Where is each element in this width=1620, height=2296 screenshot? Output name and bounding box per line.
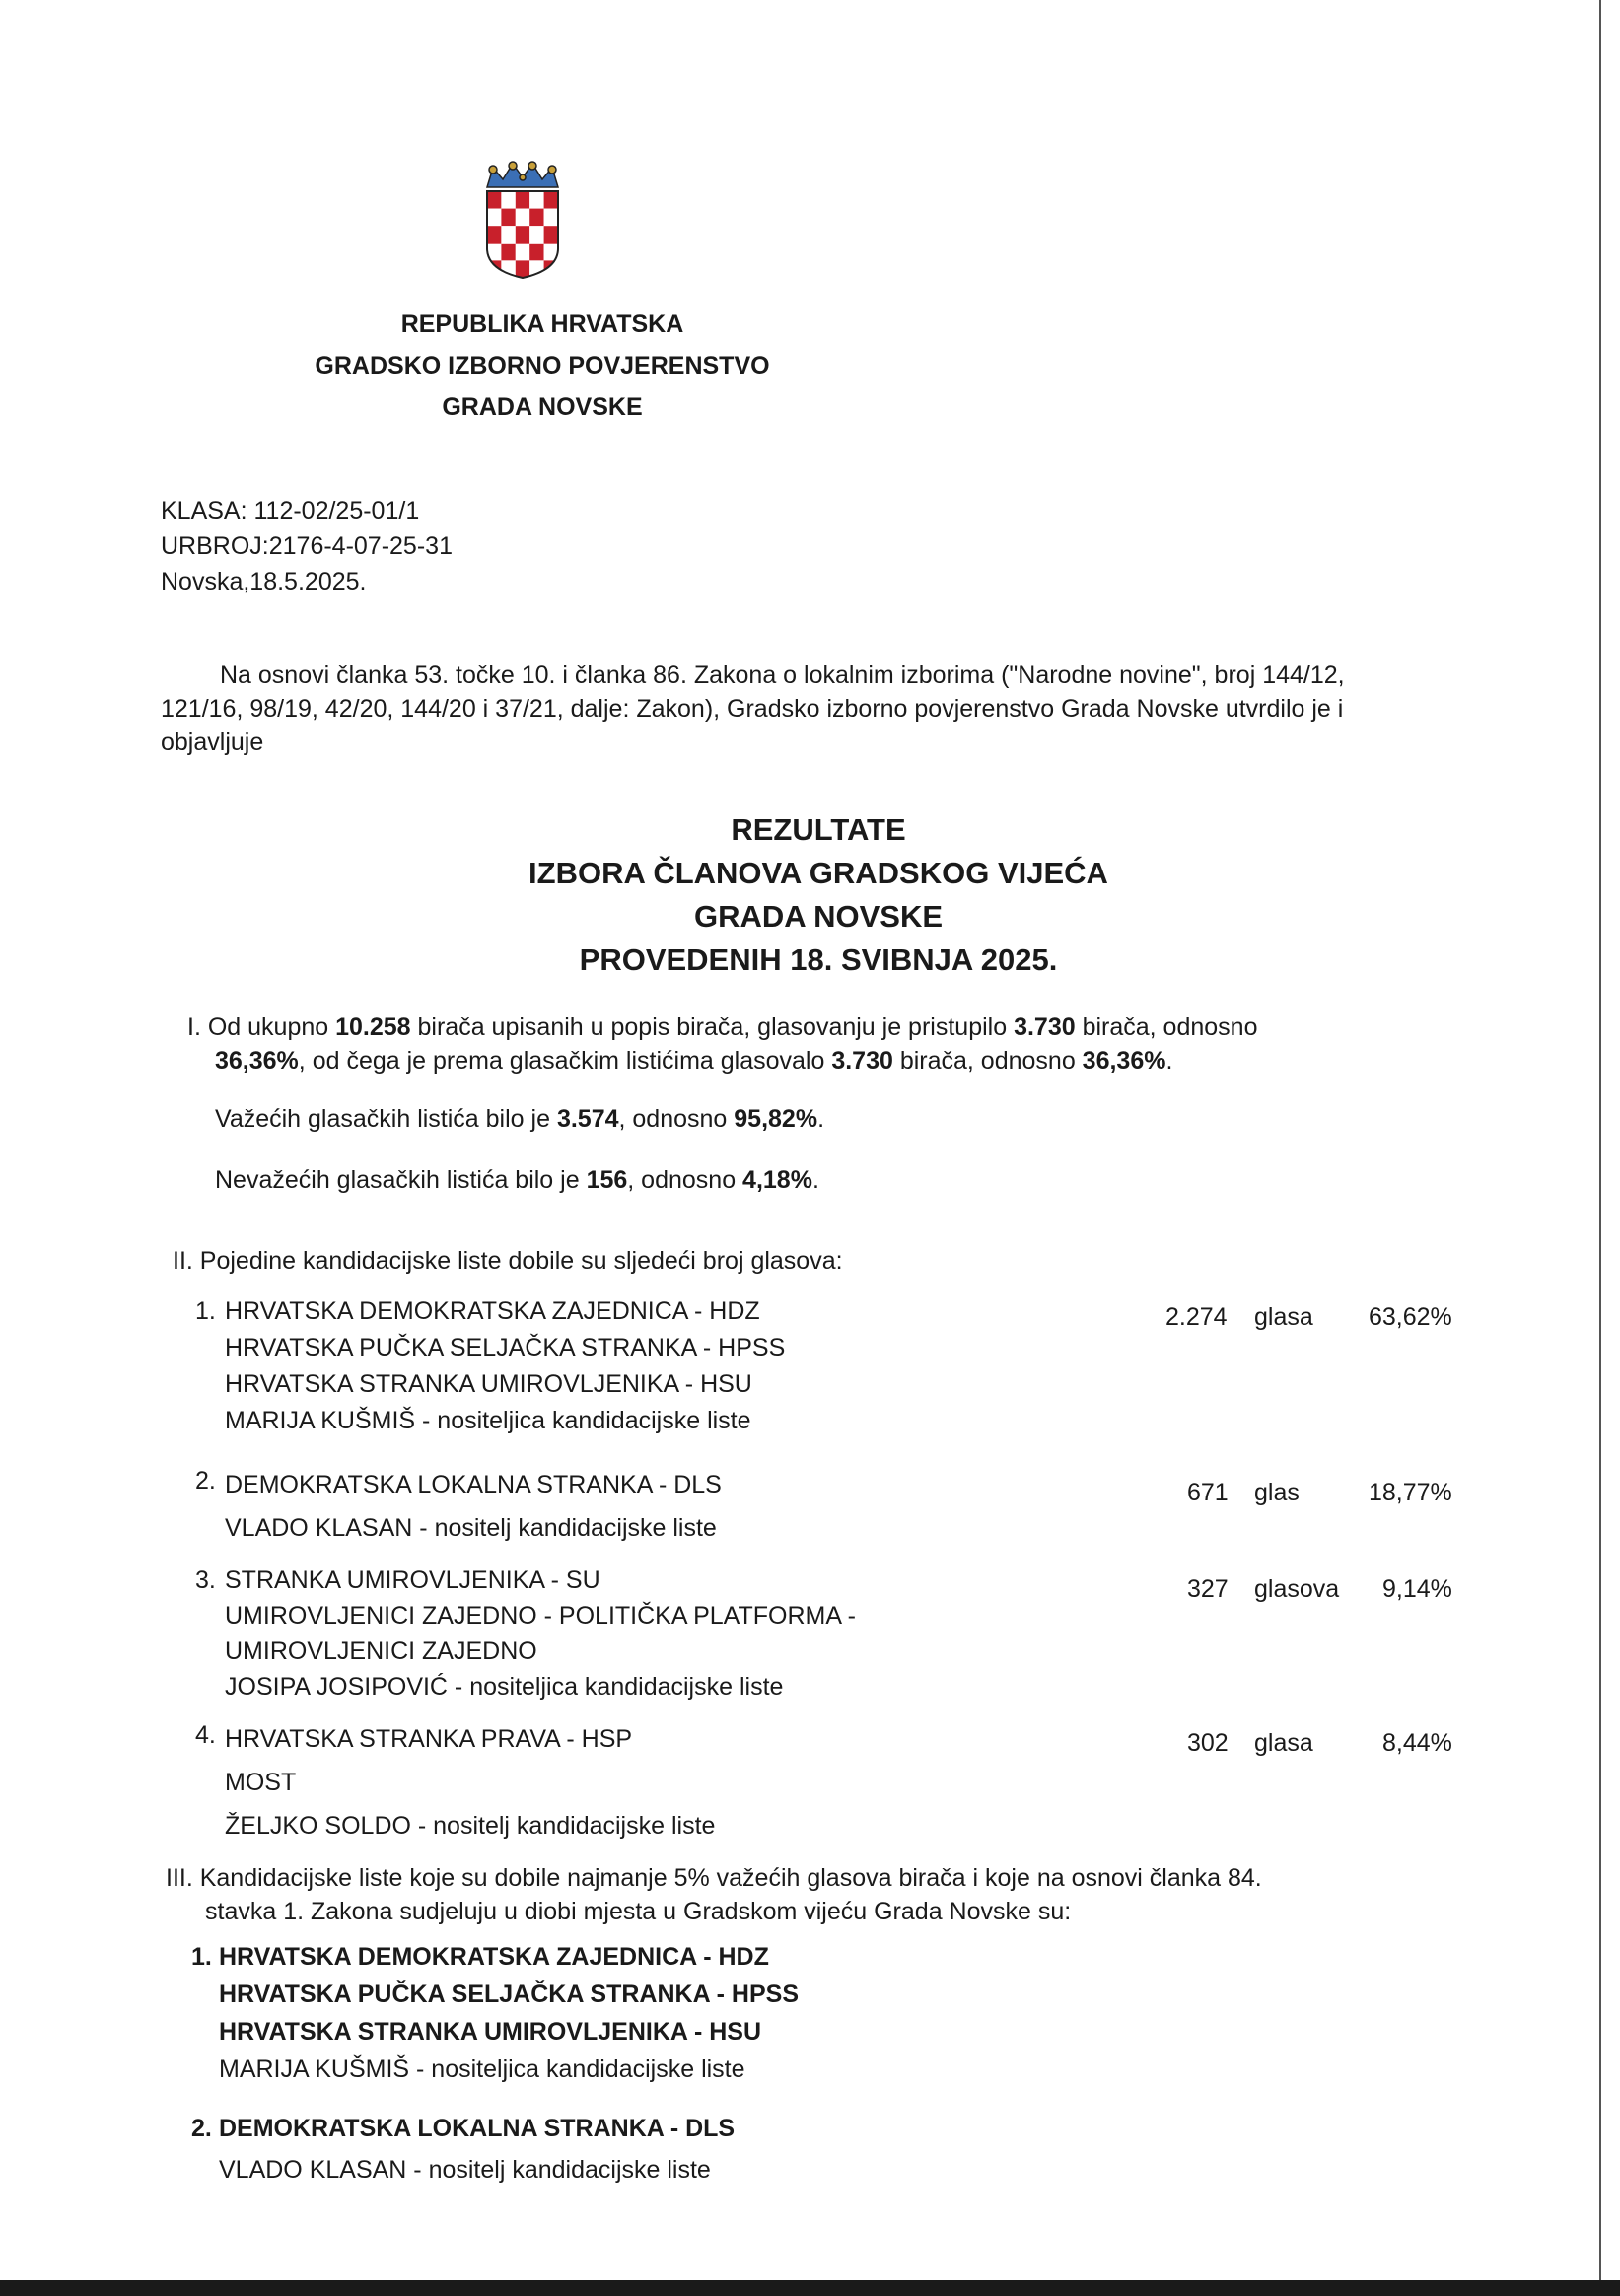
- header-line-1: REPUBLIKA HRVATSKA: [400, 311, 684, 338]
- item-number: 1.: [195, 1297, 216, 1325]
- party-name: DEMOKRATSKA LOKALNA STRANKA - DLS: [219, 2115, 736, 2142]
- invalid-pct: 4,18%: [742, 1166, 812, 1194]
- list-holder: ŽELJKO SOLDO - nositelj kandidacijske liste: [225, 1812, 716, 1840]
- urbroj: URBROJ:2176-4-07-25-31: [161, 532, 453, 560]
- klasa: KLASA: 112-02/25-01/1: [161, 497, 420, 524]
- scan-edge: [1599, 0, 1601, 2296]
- party-name: HRVATSKA PUČKA SELJAČKA STRANKA - HPSS: [219, 1981, 800, 2008]
- coat-of-arms-icon: [481, 158, 564, 280]
- document-title: [424, 808, 1213, 982]
- party-name: MOST: [225, 1769, 297, 1796]
- text: , odnosno: [627, 1166, 743, 1194]
- intro-paragraph: [161, 659, 1482, 759]
- list-item: [195, 1717, 216, 1754]
- voted-count: 3.730: [1014, 1013, 1076, 1041]
- section-3-heading: [166, 1861, 1477, 1928]
- text: Nevažećih glasačkih listića bilo je: [215, 1166, 587, 1194]
- text: I. Od ukupno: [187, 1013, 336, 1041]
- party-name: UMIROVLJENICI ZAJEDNO: [225, 1637, 537, 1665]
- votes-unit: glasova: [1254, 1575, 1340, 1603]
- list-item-names: [225, 1717, 715, 1847]
- votes-unit: glasa: [1254, 1729, 1313, 1757]
- qualified-list-names: [219, 2108, 735, 2191]
- party-name: HRVATSKA STRANKA PRAVA - HSP: [225, 1725, 633, 1753]
- party-name: DEMOKRATSKA LOKALNA STRANKA - DLS: [225, 1471, 722, 1498]
- party-name: HRVATSKA DEMOKRATSKA ZAJEDNICA - HDZ: [225, 1297, 760, 1325]
- item-number: 4.: [195, 1721, 216, 1749]
- votes-count: 302: [1187, 1729, 1229, 1757]
- party-name: HRVATSKA STRANKA UMIROVLJENIKA - HSU: [225, 1370, 752, 1398]
- scan-bottom-edge: [0, 2280, 1620, 2296]
- intro-line-2: 121/16, 98/19, 42/20, 144/20 i 37/21, dalje: Zakon), Gradsko izborno povjerenstvo Grada Novske utvrdilo je i: [161, 695, 1344, 723]
- title-line-3: GRADA NOVSKE: [693, 899, 944, 934]
- text: .: [1165, 1047, 1173, 1075]
- turnout-pct: 36,36%: [215, 1047, 299, 1075]
- header-line-2: GRADSKO IZBORNO POVJERENSTVO: [315, 352, 770, 380]
- valid-pct: 95,82%: [734, 1105, 818, 1133]
- section-2-heading: II. Pojedine kandidacijske liste dobile su sljedeći broj glasova:: [173, 1247, 843, 1275]
- list-item-names: [225, 1463, 722, 1550]
- ballot-pct: 36,36%: [1082, 1047, 1166, 1075]
- authority-header: [247, 304, 838, 428]
- document-date: Novska,18.5.2025.: [161, 568, 367, 595]
- valid-ballots: [215, 1102, 824, 1136]
- intro-line-1: Na osnovi članka 53. točke 10. i članka 86. Zakona o lokalnim izborima ("Narodne novine", broj 144/12,: [220, 661, 1345, 689]
- text: birača, odnosno: [1075, 1013, 1258, 1041]
- list-item: [195, 1563, 216, 1599]
- list-holder: VLADO KLASAN - nositelj kandidacijske liste: [225, 1514, 717, 1542]
- invalid-count: 156: [586, 1166, 628, 1194]
- list-item: [195, 1293, 216, 1330]
- document-references: [161, 493, 453, 599]
- item-number: 3.: [195, 1566, 216, 1594]
- item-number: 2.: [195, 1467, 216, 1495]
- item-number: 2.: [191, 2115, 212, 2142]
- title-line-2: IZBORA ČLANOVA GRADSKOG VIJEĆA: [528, 856, 1108, 890]
- votes-pct: 9,14%: [1382, 1575, 1452, 1603]
- qualified-list-item: [191, 2108, 212, 2149]
- party-name: STRANKA UMIROVLJENIKA - SU: [225, 1566, 600, 1594]
- title-line-1: REZULTATE: [731, 812, 906, 847]
- list-holder: VLADO KLASAN - nositelj kandidacijske liste: [219, 2156, 711, 2184]
- votes-unit: glas: [1254, 1479, 1300, 1506]
- list-item: [195, 1463, 216, 1499]
- qualified-list-names: [219, 1938, 799, 2088]
- party-name: HRVATSKA DEMOKRATSKA ZAJEDNICA - HDZ: [219, 1943, 769, 1971]
- party-name: UMIROVLJENICI ZAJEDNO - POLITIČKA PLATFORMA -: [225, 1602, 856, 1630]
- text: .: [811, 1166, 819, 1194]
- ballot-count: 3.730: [831, 1047, 893, 1075]
- qualified-list-item: [191, 1938, 212, 1976]
- section-3-line-1: III. Kandidacijske liste koje su dobile najmanje 5% važećih glasova birača i koje na osnovi članka 84.: [166, 1864, 1262, 1892]
- item-number: 1.: [191, 1943, 212, 1971]
- party-name: HRVATSKA PUČKA SELJAČKA STRANKA - HPSS: [225, 1334, 786, 1361]
- text: .: [817, 1105, 825, 1133]
- list-holder: JOSIPA JOSIPOVIĆ - nositeljica kandidacijske liste: [225, 1673, 784, 1701]
- party-name: HRVATSKA STRANKA UMIROVLJENIKA - HSU: [219, 2018, 762, 2046]
- section-3-line-2: stavka 1. Zakona sudjeluju u diobi mjesta u Gradskom vijeću Grada Novske su:: [205, 1898, 1072, 1925]
- title-line-4: PROVEDENIH 18. SVIBNJA 2025.: [579, 942, 1058, 977]
- section-1-turnout: [187, 1010, 1469, 1078]
- list-holder: MARIJA KUŠMIŠ - nositeljica kandidacijske liste: [225, 1407, 751, 1434]
- votes-pct: 18,77%: [1369, 1479, 1452, 1506]
- text: birača upisanih u popis birača, glasovanju je pristupilo: [410, 1013, 1015, 1041]
- votes-unit: glasa: [1254, 1303, 1313, 1331]
- invalid-ballots: [215, 1163, 819, 1197]
- votes-count: 671: [1187, 1479, 1229, 1506]
- valid-count: 3.574: [556, 1105, 619, 1133]
- text: , odnosno: [618, 1105, 735, 1133]
- votes-count: 2.274: [1165, 1303, 1228, 1331]
- votes-pct: 8,44%: [1382, 1729, 1452, 1757]
- votes-count: 327: [1187, 1575, 1229, 1603]
- intro-line-3: objavljuje: [161, 729, 264, 756]
- list-item-names: [225, 1563, 856, 1705]
- total-voters: 10.258: [335, 1013, 411, 1041]
- list-item-names: [225, 1293, 785, 1439]
- header-line-3: GRADA NOVSKE: [442, 393, 643, 421]
- votes-pct: 63,62%: [1369, 1303, 1452, 1331]
- list-holder: MARIJA KUŠMIŠ - nositeljica kandidacijske liste: [219, 2055, 745, 2083]
- text: birača, odnosno: [892, 1047, 1083, 1075]
- text: Važećih glasačkih listića bilo je: [215, 1105, 557, 1133]
- text: , od čega je prema glasačkim listićima glasovalo: [298, 1047, 832, 1075]
